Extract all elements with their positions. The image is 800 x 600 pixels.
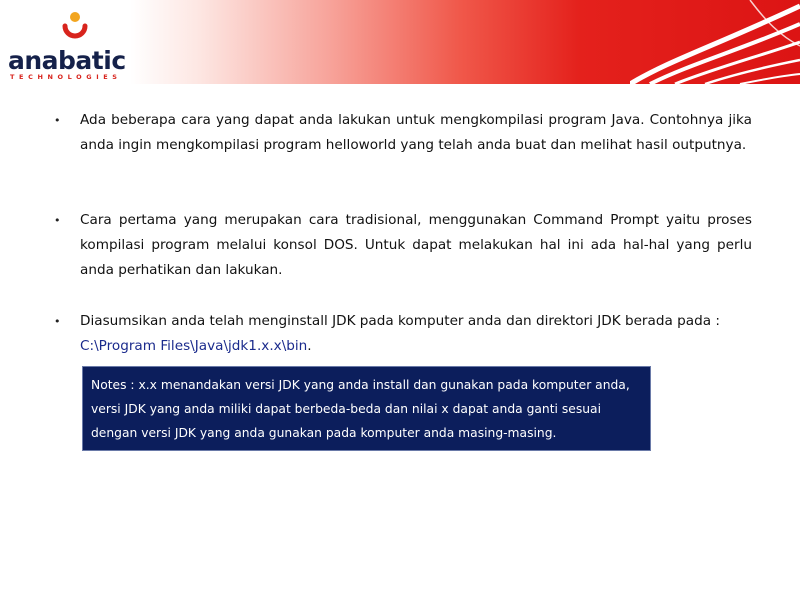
bullet-item-2 — [54, 208, 752, 283]
bullet-text-container — [80, 309, 752, 359]
bullet-marker: • — [54, 315, 61, 328]
bullet-item-1 — [54, 108, 752, 158]
bullet-marker: • — [54, 114, 61, 127]
logo-wordmark: anabatic — [8, 46, 126, 75]
bullet-text: Cara pertama yang merupakan cara tradisional, menggunakan Command Prompt yaitu proses kompilasi program melalui konsol DOS. Untuk dapat melakukan hal ini ada hal-hal yang perlu anda perhatikan dan lakukan. — [80, 212, 752, 278]
jdk-bin-path: C:\Program Files\Java\jdk1.x.x\bin — [80, 338, 308, 354]
bullet-text: Ada beberapa cara yang dapat anda lakukan untuk mengkompilasi program Java. Contohnya jika anda ingin mengkompilasi program helloworld yang telah anda buat dan melihat hasil outputnya. — [80, 112, 752, 153]
bullet-item-3 — [54, 309, 752, 359]
bullet-marker: • — [54, 214, 61, 227]
note-box: Notes : x.x menandakan versi JDK yang anda install dan gunakan pada komputer anda, versi JDK yang anda miliki dapat berbeda-beda dan nilai x dapat anda ganti sesuai dengan versi JDK yang anda gunakan pada komputer anda masing-masing. — [82, 366, 651, 451]
path-suffix: . — [307, 338, 312, 354]
bullet-text: Diasumsikan anda telah menginstall JDK pada komputer anda dan direktori JDK berada pada : — [80, 313, 720, 329]
logo-tagline: TECHNOLOGIES — [10, 73, 122, 81]
